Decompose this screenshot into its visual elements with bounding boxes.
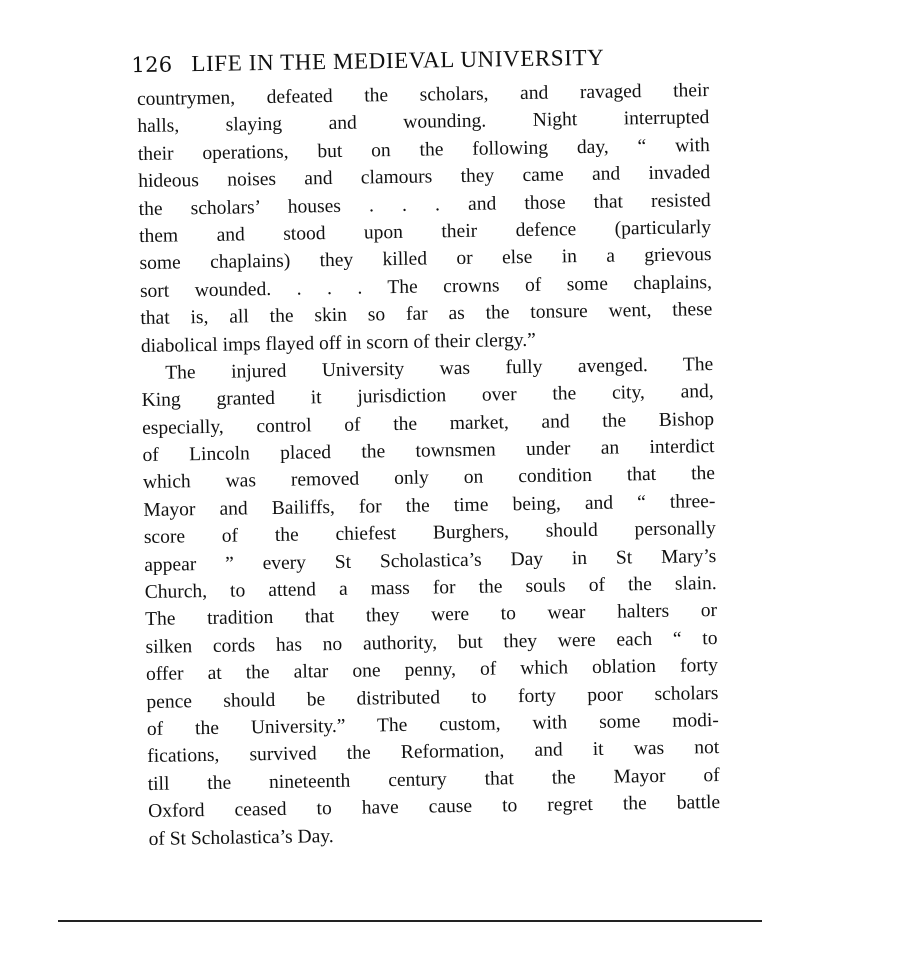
text-line: the scholars’ houses . . . and those that resisted [138,189,711,220]
text-line: halls, slaying and wounding. Night interrupted [137,107,710,138]
text-line: appear ” every St Scholastica’s Day in St Mary’s [144,545,717,576]
text-line: some chaplains) they killed or else in a grievous [139,244,712,275]
text-line: fications, survived the Reformation, and it was not [147,737,720,768]
text-line: that is, all the skin so far as the tonsure went, these [140,299,713,330]
text-line: King granted it jurisdiction over the city, and, [141,381,714,412]
running-title: LIFE IN THE MEDIEVAL UNIVERSITY [191,44,605,77]
text-line: silken cords has no authority, but they were each “ to [145,627,718,658]
text-line: score of the chiefest Burghers, should personally [143,518,716,549]
text-line: The injured University was fully avenged. The [165,353,714,384]
text-line: of St Scholastica’s Day. [148,825,334,850]
text-line: countrymen, defeated the scholars, and ravaged their [136,80,710,111]
text-line: Mayor and Bailiffs, for the time being, and “ three- [143,490,716,521]
text-line: their operations, but on the following day, “ with [137,134,710,165]
page-number: 126 [131,52,173,78]
text-line: diabolical imps flayed off in scorn of their clergy.” [140,329,536,357]
text-line: The tradition that they were to wear halters or [145,600,718,631]
text-line: pence should be distributed to forty poor scholars [146,682,719,713]
text-line: Oxford ceased to have cause to regret the battle [148,792,721,823]
text-line: sort wounded. . . . The crowns of some chaplains, [139,271,713,302]
text-line: them and stood upon their defence (particularly [138,217,712,247]
text-line: especially, control of the market, and the Bishop [141,408,715,439]
text-line: of Lincoln placed the townsmen under an interdict [142,436,715,467]
text-line: of the University.” The custom, with some modi- [146,709,719,740]
text-line: which was removed only on condition that the [142,463,716,494]
text-line: hideous noises and clamours they came and invaded [138,162,711,193]
page-bottom-rule [58,920,762,922]
body-text [137,77,721,853]
text-line: Church, to attend a mass for the souls of the slain. [144,573,717,604]
running-header [131,43,731,78]
text-line: offer at the altar one penny, of which oblation forty [145,655,719,686]
text-line: till the nineteenth century that the Mayor of [147,764,720,795]
